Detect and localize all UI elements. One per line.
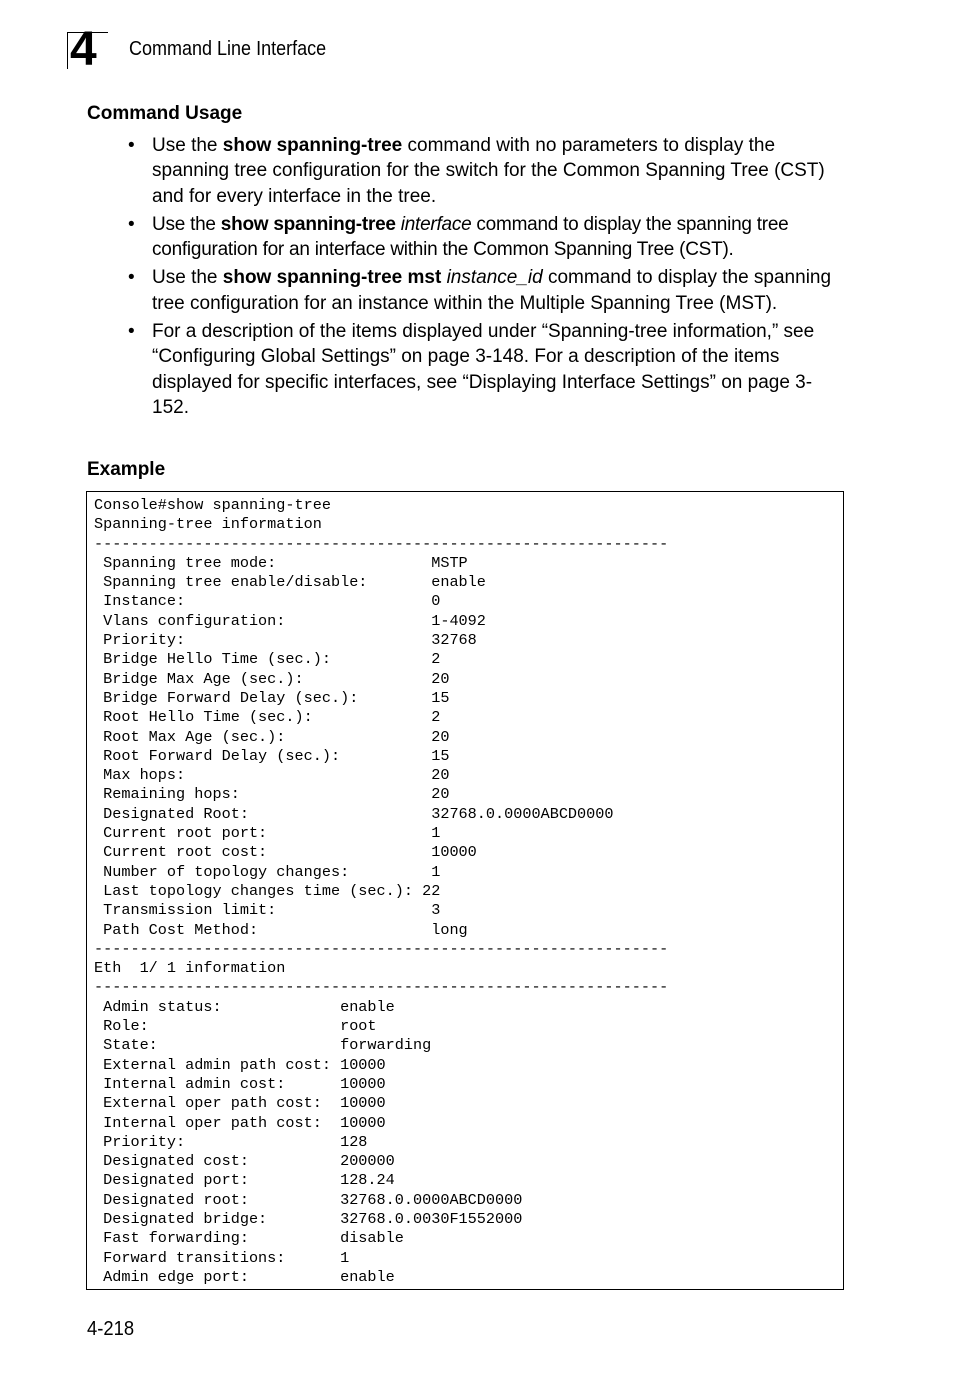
code-line: Root Hello Time (sec.): 2 <box>94 708 441 727</box>
code-line: External oper path cost: 10000 <box>94 1094 386 1113</box>
code-line: Forward transitions: 1 <box>94 1248 350 1267</box>
header-title: Command Line Interface <box>129 38 327 60</box>
code-line: Spanning-tree information <box>94 515 322 534</box>
bullet-segment: command to display the spanning tree configuration for an instance within the Multiple Spanning Tree (MST). <box>152 267 832 314</box>
command-usage-heading: Command Usage <box>87 103 243 124</box>
code-line: --------------------------------------------------------------- <box>94 939 669 958</box>
bullet-item <box>128 319 848 420</box>
example-code-block <box>94 496 668 1287</box>
code-line: Root Max Age (sec.): 20 <box>94 727 450 746</box>
code-line: Number of topology changes: 1 <box>94 862 441 881</box>
code-line: Bridge Hello Time (sec.): 2 <box>94 650 441 669</box>
bullet-item <box>128 265 848 316</box>
code-line: Designated Root: 32768.0.0000ABCD0000 <box>94 804 614 823</box>
bullet-item <box>128 133 848 209</box>
code-line: Designated port: 128.24 <box>94 1171 395 1190</box>
code-line: Remaining hops: 20 <box>94 785 450 804</box>
bullet-icon: • <box>128 267 135 289</box>
code-line: Max hops: 20 <box>94 766 450 785</box>
code-line: Priority: 128 <box>94 1132 368 1151</box>
code-line: Console#show spanning-tree <box>94 496 331 514</box>
code-line: Admin status: enable <box>94 997 395 1016</box>
code-line: --------------------------------------------------------------- <box>94 534 669 553</box>
code-line: Designated cost: 200000 <box>94 1152 395 1171</box>
command-name: show spanning-tree mst <box>222 267 442 289</box>
example-heading: Example <box>87 459 166 480</box>
code-line: Spanning tree enable/disable: enable <box>94 573 486 592</box>
bullet-icon: • <box>128 321 135 343</box>
bullet-icon: • <box>128 213 135 235</box>
code-line: Current root port: 1 <box>94 824 441 843</box>
bullet-icon: • <box>128 135 135 156</box>
code-line: --------------------------------------------------------------- <box>94 978 669 997</box>
code-line: State: forwarding <box>94 1036 432 1055</box>
bullet-segment: Use the <box>152 213 221 235</box>
code-line: Current root cost: 10000 <box>94 843 477 862</box>
code-line: Bridge Max Age (sec.): 20 <box>94 669 450 688</box>
bullet-text <box>152 321 814 418</box>
bullet-segment: command to display the spanning tree configuration for an interface within the Common Spanning Tree (CST). <box>152 213 789 261</box>
code-line: Fast forwarding: disable <box>94 1229 404 1248</box>
code-line: Path Cost Method: long <box>94 920 468 939</box>
command-usage-list <box>128 133 848 423</box>
command-name: show spanning-tree <box>220 213 396 235</box>
chapter-number: 4 <box>70 23 96 76</box>
bullet-segment: Use the <box>152 135 223 156</box>
code-line: Admin edge port: enable <box>94 1267 395 1286</box>
command-parameter: interface <box>400 213 472 235</box>
code-line: Priority: 32768 <box>94 631 477 650</box>
bullet-segment: Use the <box>152 267 223 289</box>
command-parameter: instance_id <box>446 267 543 289</box>
bullet-segment: command with no parameters to display the spanning tree configuration for the switch for the Common Spanning Tree (CST) and for every interface in the tree. <box>152 135 825 207</box>
code-line: Spanning tree mode: MSTP <box>94 553 468 572</box>
example-code-box <box>86 491 844 1290</box>
bullet-text <box>152 267 831 313</box>
code-line: Internal admin cost: 10000 <box>94 1074 386 1093</box>
page-number: 4-218 <box>87 1318 135 1340</box>
code-line: Root Forward Delay (sec.): 15 <box>94 746 450 765</box>
bullet-segment: For a description of the items displayed under “Spanning-tree information,” see “Configuring Global Settings” on page 3-148. For a description of the items displayed for specific interfaces, see “Displaying Interface Settings” on page 3-152. <box>152 321 815 418</box>
code-line: External admin path cost: 10000 <box>94 1055 386 1074</box>
code-line: Designated bridge: 32768.0.0030F1552000 <box>94 1209 523 1228</box>
code-line: Internal oper path cost: 10000 <box>94 1113 386 1132</box>
code-line: Instance: 0 <box>94 592 441 611</box>
code-line: Vlans configuration: 1-4092 <box>94 611 486 630</box>
command-name: show spanning-tree <box>222 135 403 156</box>
code-line: Last topology changes time (sec.): 22 <box>94 881 441 900</box>
code-line: Designated root: 32768.0.0000ABCD0000 <box>94 1190 523 1209</box>
bullet-item <box>128 212 848 263</box>
code-line: Role: root <box>94 1017 377 1036</box>
code-line: Bridge Forward Delay (sec.): 15 <box>94 688 450 707</box>
bullet-text <box>152 214 789 260</box>
bullet-text <box>152 135 825 207</box>
code-line: Transmission limit: 3 <box>94 901 441 920</box>
code-line: Eth 1/ 1 information <box>94 959 286 978</box>
